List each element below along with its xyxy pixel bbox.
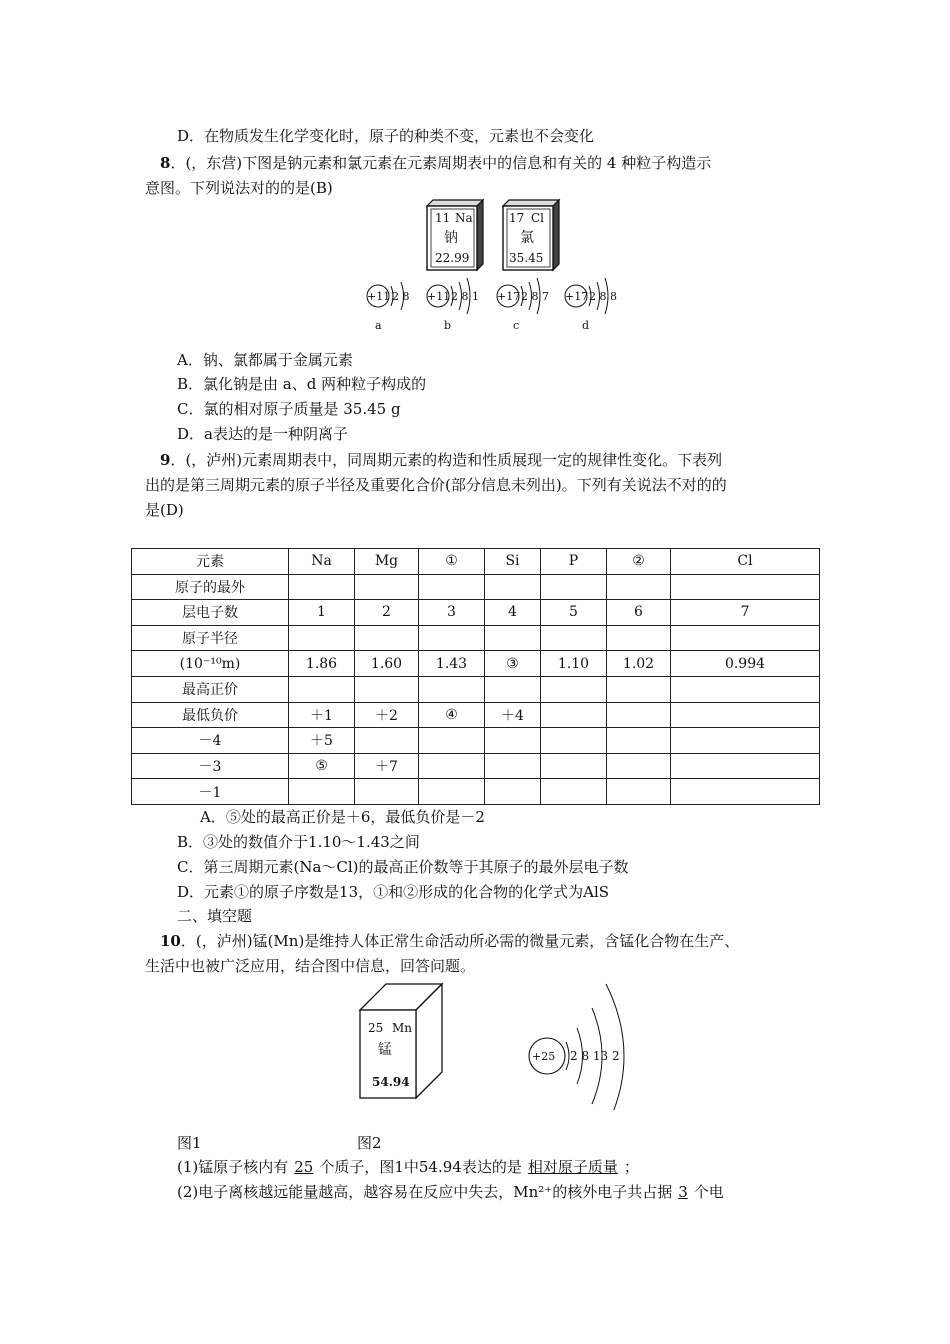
table-cell: [541, 728, 607, 754]
q9-stem-text1: ．(，泸州)元素周期表中，同周期元素的构造和性质展现一定的规律性变化。下表列: [170, 451, 723, 469]
particle-d-nucleus: +17: [565, 290, 589, 303]
q8-option-d: D．a表达的是一种阴离子: [177, 425, 348, 443]
mn-atom-diagram: [529, 984, 624, 1110]
table-cell: ＋1: [289, 702, 355, 728]
table-cell: [289, 779, 355, 805]
q8-option-c: C．氯的相对原子质量是 35.45 g: [177, 400, 401, 418]
table-cell: 最低负价: [132, 702, 289, 728]
table-cell: 5: [541, 600, 607, 626]
q8-number: 8: [160, 154, 171, 172]
fig2-label: 图2: [357, 1134, 382, 1152]
table-cell: [485, 753, 541, 779]
table-row: [132, 753, 820, 779]
q9-option-c: C．第三周期元素(Na～Cl)的最高正价数等于其原子的最外层电子数: [177, 858, 629, 876]
q10-sub2-text-a: (2)电子离核越远能量越高，越容易在反应中失去，Mn²⁺的核外电子共占据: [177, 1183, 673, 1201]
table-cell: 7: [671, 600, 820, 626]
table-cell: [419, 574, 485, 600]
mn-mass: 54.94: [372, 1075, 410, 1089]
table-cell: ⑤: [289, 753, 355, 779]
table-cell: [671, 625, 820, 651]
mn-atomic-number: 25: [368, 1021, 384, 1035]
q10-sub1-text-c: ；: [623, 1158, 639, 1176]
particle-b-electrons: 2 8 1: [451, 290, 479, 303]
q9-stem-line2: 出的是第三周期元素的原子半径及重要化合价(部分信息未列出)。下列有关说法不对的的: [145, 476, 727, 494]
table-cell: ③: [485, 651, 541, 677]
cl-symbol: Cl: [531, 211, 545, 225]
table-cell: 2: [355, 600, 419, 626]
table-cell: [289, 625, 355, 651]
na-atomic-number: 11: [435, 211, 451, 225]
q10-stem-line2: 生活中也被广泛应用，结合图中信息，回答问题。: [145, 957, 476, 975]
table-cell: [419, 779, 485, 805]
table-cell: －1: [132, 779, 289, 805]
table-cell: [541, 753, 607, 779]
table-cell: 原子半径: [132, 625, 289, 651]
table-cell: [419, 753, 485, 779]
table-cell: [485, 625, 541, 651]
table-cell: －3: [132, 753, 289, 779]
q9-data-table: [131, 548, 820, 805]
q10-sub2: [177, 1182, 724, 1202]
table-cell: 1.60: [355, 651, 419, 677]
table-cell: Na: [289, 549, 355, 575]
table-cell: (10⁻¹⁰m): [132, 651, 289, 677]
particle-c-label: c: [513, 319, 520, 332]
table-cell: [607, 779, 671, 805]
q10-sub2-answer: 3: [678, 1183, 688, 1201]
table-cell: ＋2: [355, 702, 419, 728]
mn-element-card: [360, 984, 442, 1098]
table-cell: 1.02: [607, 651, 671, 677]
q8-stem-text1: ．(，东营)下图是钠元素和氯元素在元素周期表中的信息和有关的 4 种粒子构造示: [170, 154, 712, 172]
table-row: [132, 728, 820, 754]
table-cell: ＋4: [485, 702, 541, 728]
particle-c: [497, 278, 549, 332]
fig1-label: 图1: [177, 1134, 202, 1152]
q8-stem-line1: [160, 153, 711, 173]
table-row: [132, 574, 820, 600]
table-cell: [671, 676, 820, 702]
q9-option-b: B．③处的数值介于1.10～1.43之间: [177, 833, 420, 851]
q9-number: 9: [160, 451, 171, 469]
q10-sub1-answer-protons: 25: [294, 1158, 314, 1176]
mn-atom-electrons: 2 8 13 2: [570, 1049, 620, 1063]
q10-stem-line1: [160, 931, 739, 951]
cl-atomic-number: 17: [509, 211, 525, 225]
table-row: [132, 676, 820, 702]
table-cell: ②: [607, 549, 671, 575]
table-cell: [485, 676, 541, 702]
particle-c-nucleus: +17: [497, 290, 521, 303]
table-cell: [419, 625, 485, 651]
table-cell: ＋5: [289, 728, 355, 754]
particle-d-electrons: 2 8 8: [589, 290, 617, 303]
mn-symbol: Mn: [392, 1021, 413, 1035]
table-cell: [541, 702, 607, 728]
q7-option-d: D．在物质发生化学变化时，原子的种类不变，元素也不会变化: [177, 127, 595, 145]
particle-b-label: b: [444, 319, 452, 332]
table-cell: 1.10: [541, 651, 607, 677]
q10-sub2-text-b: 个电: [693, 1183, 724, 1201]
table-cell: [289, 676, 355, 702]
table-cell: Si: [485, 549, 541, 575]
table-cell: [607, 728, 671, 754]
table-cell: [607, 753, 671, 779]
q10-sub1-text-a: (1)锰原子核内有: [177, 1158, 289, 1176]
na-name: 钠: [444, 230, 458, 246]
table-cell: [289, 574, 355, 600]
q8-stem-line2: 意图。下列说法对的的是(B): [145, 179, 333, 197]
table-cell: [541, 574, 607, 600]
cl-mass: 35.45: [509, 251, 544, 265]
q10-number: 10: [160, 932, 181, 950]
table-cell: [607, 625, 671, 651]
cl-element-card: [503, 200, 559, 270]
table-cell: [419, 676, 485, 702]
particle-a-nucleus: +11: [367, 290, 391, 303]
table-cell: [355, 574, 419, 600]
table-cell: Mg: [355, 549, 419, 575]
table-cell: [355, 779, 419, 805]
particle-c-electrons: 2 8 7: [521, 290, 549, 303]
particle-a-electrons: 2 8: [392, 290, 410, 303]
table-cell: 原子的最外: [132, 574, 289, 600]
table-cell: [671, 753, 820, 779]
particle-b-nucleus: +11: [427, 290, 451, 303]
table-cell: [607, 702, 671, 728]
q10-sub1-answer-mass: 相对原子质量: [527, 1158, 618, 1176]
q8-option-a: A．钠、氯都属于金属元素: [177, 351, 353, 369]
table-cell: [671, 779, 820, 805]
table-cell: [355, 625, 419, 651]
mn-atom-nucleus: +25: [532, 1050, 556, 1063]
table-row: [132, 549, 820, 575]
particle-a-label: a: [375, 319, 382, 332]
q10-sub1-text-b: 个质子，图1中54.94表达的是: [319, 1158, 522, 1176]
table-cell: 层电子数: [132, 600, 289, 626]
table-row: [132, 702, 820, 728]
table-cell: ＋7: [355, 753, 419, 779]
table-cell: [485, 728, 541, 754]
table-cell: [607, 676, 671, 702]
table-cell: 1.86: [289, 651, 355, 677]
table-cell: P: [541, 549, 607, 575]
na-symbol: Na: [455, 211, 473, 225]
table-cell: 6: [607, 600, 671, 626]
table-cell: [485, 574, 541, 600]
table-cell: [355, 676, 419, 702]
table-cell: ④: [419, 702, 485, 728]
mn-name: 锰: [378, 1042, 392, 1058]
q9-option-a-text: A．⑤处的最高正价是＋6，最低负价是－2: [200, 808, 485, 826]
table-row: [132, 651, 820, 677]
table-cell: [607, 574, 671, 600]
table-cell: [671, 702, 820, 728]
na-element-card: [427, 200, 483, 270]
table-cell: 1: [289, 600, 355, 626]
table-cell: [485, 779, 541, 805]
table-cell: [541, 676, 607, 702]
table-cell: [541, 625, 607, 651]
q9-stem-line1: [160, 450, 722, 470]
table-cell: 0.994: [671, 651, 820, 677]
q10-sub1: [177, 1157, 639, 1177]
table-cell: 1.43: [419, 651, 485, 677]
table-cell: [355, 728, 419, 754]
table-cell: ①: [419, 549, 485, 575]
q10-figure: [350, 970, 650, 1110]
q9-option-a: [200, 807, 485, 827]
q9-stem-line3: 是(D): [145, 501, 184, 519]
table-row: [132, 625, 820, 651]
table-cell: [419, 728, 485, 754]
na-mass: 22.99: [435, 251, 470, 265]
table-cell: 最高正价: [132, 676, 289, 702]
particle-b: [427, 278, 479, 332]
particle-d-label: d: [582, 319, 590, 332]
cl-name: 氯: [520, 230, 534, 246]
q10-stem-text1: ．(，泸州)锰(Mn)是维持人体正常生命活动所必需的微量元素，含锰化合物在生产、: [180, 932, 740, 950]
table-cell: [671, 728, 820, 754]
table-cell: 4: [485, 600, 541, 626]
table-cell: Cl: [671, 549, 820, 575]
q9-option-d: D．元素①的原子序数是13，①和②形成的化合物的化学式为AlS: [177, 883, 610, 901]
table-cell: 元素: [132, 549, 289, 575]
table-cell: 3: [419, 600, 485, 626]
section-title-fill-blank: 二、填空题: [177, 907, 253, 925]
table-cell: [671, 574, 820, 600]
particle-d: [565, 278, 617, 332]
q8-figure: [355, 192, 655, 337]
particle-a: [367, 282, 410, 332]
table-row: [132, 779, 820, 805]
table-cell: [541, 779, 607, 805]
table-row: [132, 600, 820, 626]
table-cell: －4: [132, 728, 289, 754]
q8-option-b: B．氯化钠是由 a、d 两种粒子构成的: [177, 375, 427, 393]
